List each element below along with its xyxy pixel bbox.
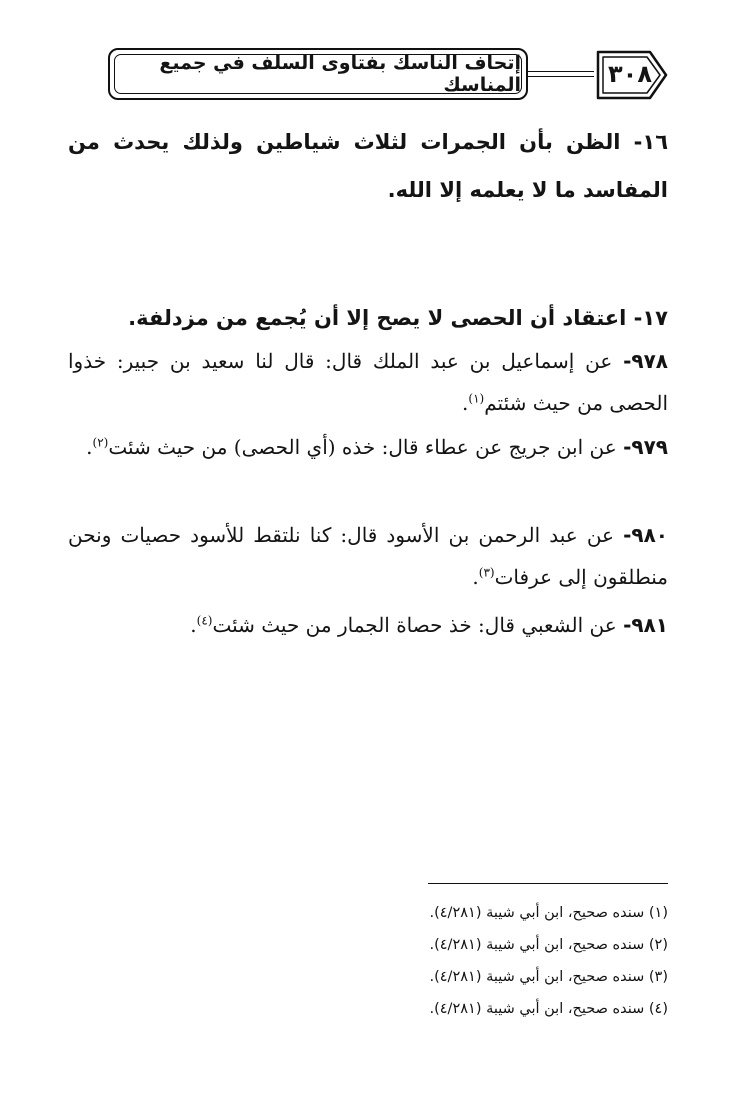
- narration-978: [68, 340, 668, 424]
- narration-number: ٩٧٨-: [623, 349, 669, 373]
- narration-end: .: [462, 391, 469, 415]
- narration-end: .: [86, 435, 93, 459]
- narration-end: .: [472, 565, 479, 589]
- item-16: [68, 118, 668, 214]
- page-number: ٣٠٨: [608, 60, 652, 88]
- narration-text: عن ابن جريج عن عطاء قال: خذه (أي الحصى) من حيث شئت: [108, 435, 617, 459]
- footnote-ref: (٣): [478, 565, 495, 580]
- narration-number: ٩٧٩-: [623, 435, 668, 459]
- footnotes: [268, 897, 668, 1025]
- narration-979: [68, 426, 668, 468]
- running-title: إتحاف الناسك بفتاوى السلف في جميع المناسك: [114, 54, 522, 94]
- footnote-ref: (١): [468, 391, 485, 406]
- footnote-3: (٣) سنده صحيح، ابن أبي شيبة (٤/٢٨١).: [429, 969, 668, 985]
- item-16-number: ١٦-: [633, 130, 669, 154]
- footnote-4: (٤) سنده صحيح، ابن أبي شيبة (٤/٢٨١).: [429, 1001, 668, 1017]
- item-17-heading: [68, 294, 668, 342]
- footnote-ref: (٤): [196, 613, 213, 628]
- narration-980: [68, 514, 668, 598]
- item-16-text: الظن بأن الجمرات لثلاث شياطين ولذلك يحدث من المفاسد ما لا يعلمه إلا الله.: [68, 130, 668, 202]
- narration-text: عن إسماعيل بن عبد الملك قال: قال لنا سعيد بن جبير: خذوا الحصى من حيث شئتم: [68, 349, 668, 415]
- header-connector-rule: [528, 71, 594, 77]
- title-frame: [108, 48, 528, 100]
- footnote-2: (٢) سنده صحيح، ابن أبي شيبة (٤/٢٨١).: [429, 937, 668, 953]
- footnote-ref: (٢): [92, 435, 109, 450]
- footnote-separator: [428, 883, 668, 884]
- narration-end: .: [190, 613, 197, 637]
- narration-text: عن عبد الرحمن بن الأسود قال: كنا نلتقط للأسود حصيات ونحن منطلقون إلى عرفات: [68, 523, 668, 589]
- narration-981: [68, 604, 668, 646]
- item-17-number: ١٧-: [633, 306, 668, 330]
- footnote-1: (١) سنده صحيح، ابن أبي شيبة (٤/٢٨١).: [429, 905, 668, 921]
- narration-number: ٩٨٠-: [623, 523, 669, 547]
- page-header: [108, 44, 668, 106]
- narration-number: ٩٨١-: [623, 613, 668, 637]
- narration-text: عن الشعبي قال: خذ حصاة الجمار من حيث شئت: [212, 613, 617, 637]
- item-17-text: اعتقاد أن الحصى لا يصح إلا أن يُجمع من مزدلفة.: [128, 306, 627, 330]
- page-number-badge: [594, 44, 674, 106]
